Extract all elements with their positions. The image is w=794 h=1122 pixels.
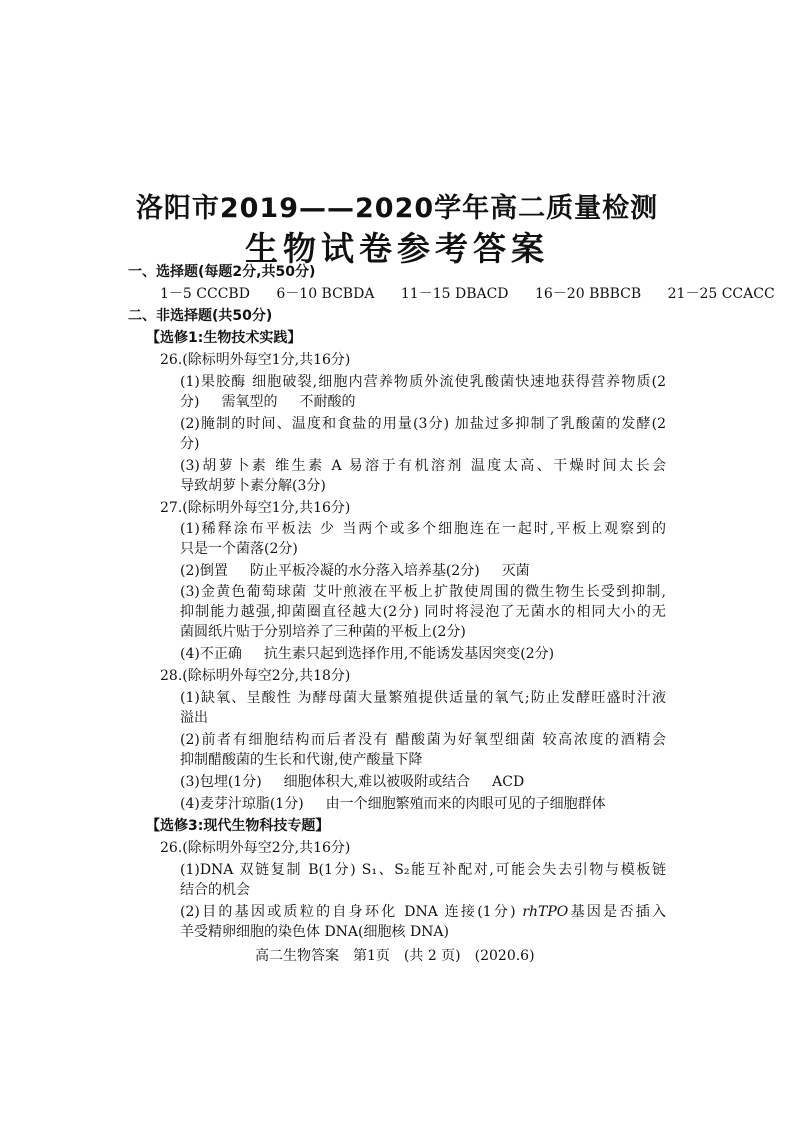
answer-group: 21－25 CCACC (667, 286, 775, 302)
answer-line: (2)倒置 防止平板冷凝的水分落入培养基(2分) 灭菌 (180, 563, 530, 579)
answer-line: (1)缺氧、呈酸性 为酵母菌大量繁殖提供适量的氧气;防止发酵旺盛时汁液 (180, 690, 666, 706)
q26-header: 26.(除标明外每空1分,共16分) (160, 352, 351, 368)
answer-line: 溢出 (180, 710, 208, 726)
elective1-heading: 【选修1:生物技术实践】 (146, 330, 302, 346)
q26-header: 26.(除标明外每空2分,共16分) (160, 840, 351, 856)
answer-line: 菌圆纸片贴于分别培养了三种菌的平板上(2分) (180, 624, 466, 640)
answer-line: 导致胡萝卜素分解(3分) (180, 478, 326, 494)
answer-line: 只是一个菌落(2分) (180, 541, 298, 557)
answer-line: (4)麦芽汁琼脂(1分) 由一个细胞繁殖而来的肉眼可见的子细胞群体 (180, 796, 606, 812)
answer-line: 羊受精卵细胞的染色体 DNA(细胞核 DNA) (180, 924, 449, 940)
answer-line: (2)腌制的时间、温度和食盐的用量(3分) 加盐过多抑制了乳酸菌的发酵(2 (180, 416, 667, 432)
answer-group: 6－10 BCBDA (276, 286, 375, 302)
answer-line: (2)目的基因或质粒的自身环化 DNA 连接(1分) rhTPO基因是否插入 (180, 904, 667, 920)
answer-line: (1)DNA 双链复制 B(1分) S₁、S₂能互补配对,可能会失去引物与模板链 (180, 862, 666, 878)
answer-group: 1－5 CCCBD (160, 286, 250, 302)
choice-answers (160, 284, 775, 304)
answer-line: 分) 需氧型的 不耐酸的 (180, 394, 356, 410)
q27-header: 27.(除标明外每空1分,共16分) (160, 500, 351, 516)
answer-group: 16－20 BBBCB (534, 286, 642, 302)
section-heading-nonchoice: 二、非选择题(共50分) (128, 308, 273, 324)
answer-line: (2)前者有细胞结构而后者没有 醋酸菌为好氧型细菌 较高浓度的酒精会 (180, 732, 667, 748)
answer-line: (4)不正确 抗生素只起到选择作用,不能诱发基因突变(2分) (180, 646, 555, 662)
q28-header: 28.(除标明外每空2分,共18分) (160, 668, 351, 684)
answer-line: (3)包埋(1分) 细胞体积大,难以被吸附或结合 ACD (180, 774, 525, 790)
answer-line: 分) (180, 436, 200, 452)
elective3-heading: 【选修3:现代生物科技专题】 (146, 818, 330, 834)
answer-line: 抑制能力越强,抑菌圈直径越大(2分) 同时将浸泡了无菌水的相同大小的无 (180, 604, 667, 620)
answer-line: (1)果胶酶 细胞破裂,细胞内营养物质外流使乳酸菌快速地获得营养物质(2 (180, 374, 666, 390)
section-heading-choice: 一、选择题(每题2分,共50分) (128, 264, 316, 280)
page-footer: 高二生物答案 第1页 (共 2 页) (2020.6) (255, 948, 535, 964)
answer-line: 结合的机会 (180, 882, 250, 898)
answer-line: (1)稀释涂布平板法 少 当两个或多个细胞连在一起时,平板上观察到的 (180, 521, 667, 537)
answer-line: (3)胡萝卜素 维生素 A 易溶于有机溶剂 温度太高、干燥时间太长会 (180, 458, 667, 474)
page-subtitle: 生物试卷参考答案 (245, 229, 549, 268)
answer-group: 11－15 DBACD (400, 286, 509, 302)
answer-line: 抑制醋酸菌的生长和代谢,使产酸量下降 (180, 752, 423, 768)
page-title: 洛阳市2019——2020学年高二质量检测 (135, 193, 659, 224)
answer-line: (3)金黄色葡萄球菌 艾叶煎液在平板上扩散使周围的微生物生长受到抑制, (180, 584, 667, 600)
